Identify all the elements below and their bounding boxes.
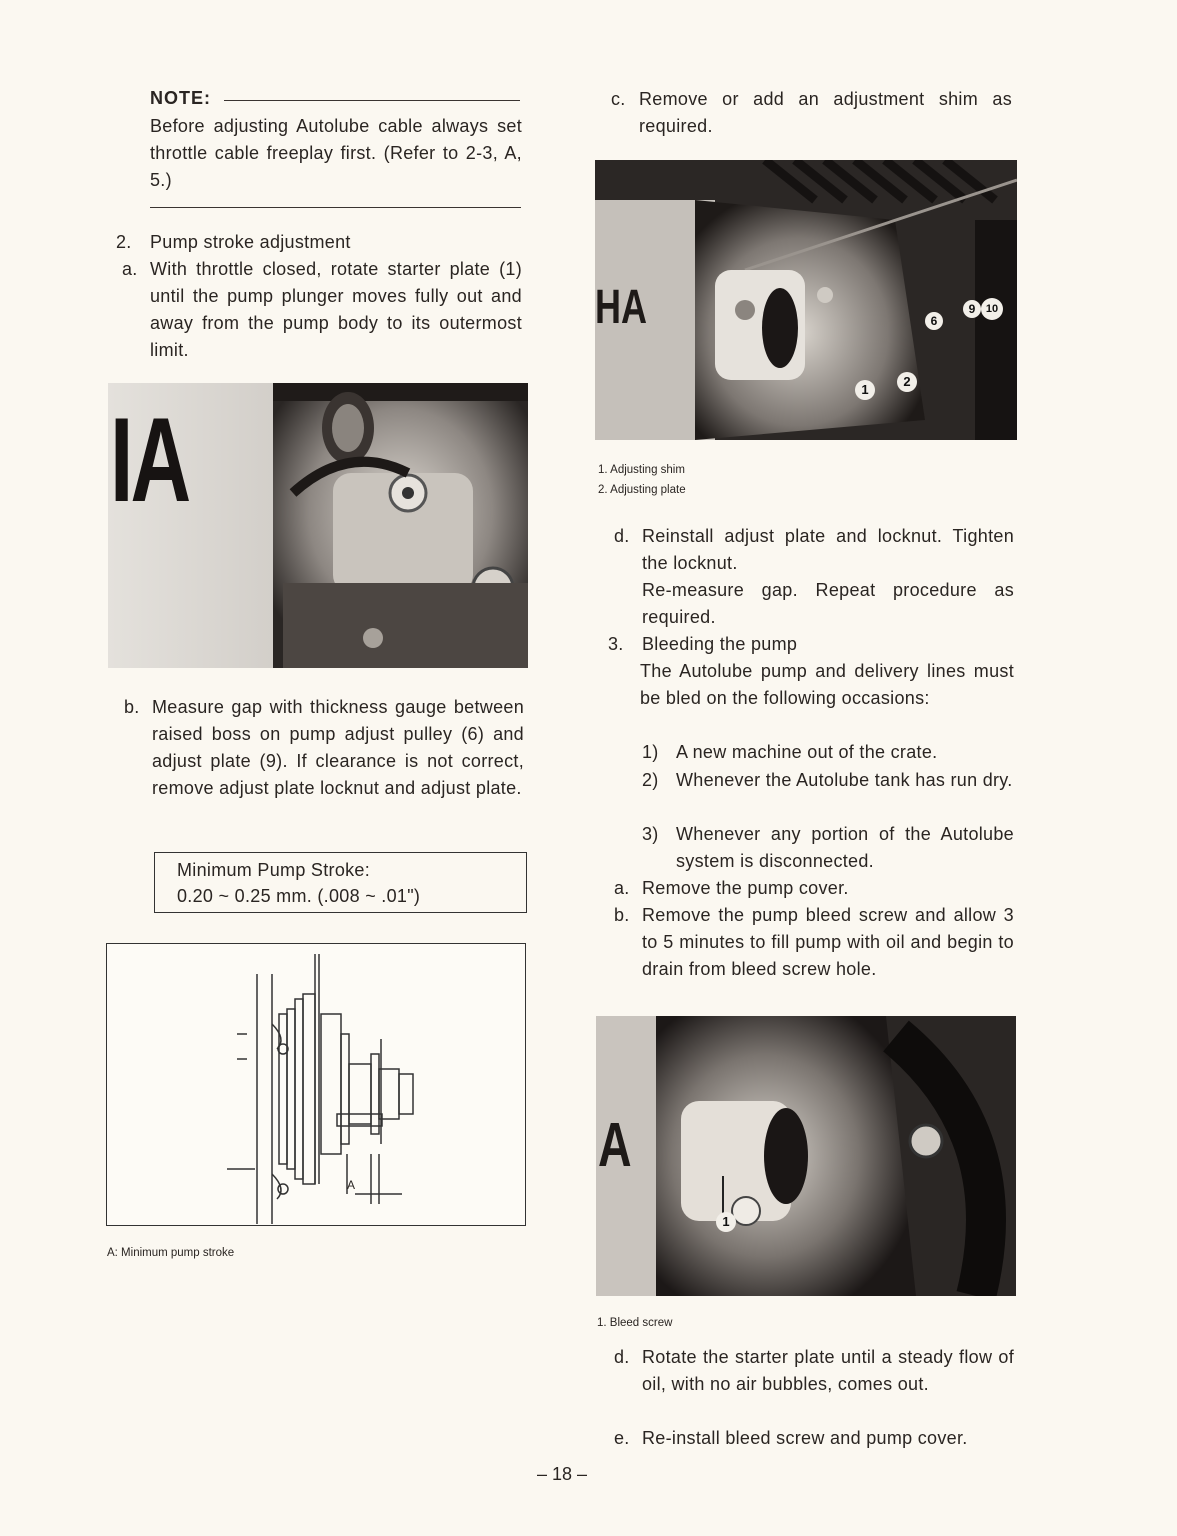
occasion-2-number: 2) (642, 770, 659, 790)
bleed-screw-photo (596, 1016, 1016, 1296)
photo-2-callout-2: 2 (897, 372, 917, 392)
step-3-title: Bleeding the pump (642, 634, 798, 654)
step-b2-letter: b. (614, 905, 630, 925)
occasion-1-text: A new machine out of the crate. (676, 742, 938, 762)
step-2-number: 2. (116, 232, 132, 252)
step-3-number: 3. (608, 634, 624, 654)
photo-2-callout-1: 1 (855, 380, 875, 400)
page-number: – 18 – (537, 1464, 588, 1484)
note-text: Before adjusting Autolube cable always set throttle cable freeplay first. (Refer to 2-3, A, 5.) (150, 116, 522, 190)
note-title-rule (224, 100, 520, 101)
step-e2-letter: e. (614, 1428, 630, 1448)
note-bottom-rule (150, 207, 521, 208)
photo-1-stamp-letters: IA (110, 393, 189, 527)
adjusting-shim-photo-image (595, 160, 1017, 440)
step-d2-letter: d. (614, 1347, 630, 1367)
spec-line-2: 0.20 ~ 0.25 mm. (.008 ~ .01") (177, 886, 421, 906)
step-b-letter: b. (124, 697, 140, 717)
step-b2-text: Remove the pump bleed screw and allow 3 to 5 minutes to fill pump with oil and begin to drain from bleed screw hole. (642, 905, 1014, 979)
step-e2-text: Re-install bleed screw and pump cover. (642, 1428, 968, 1448)
step-b-text: Measure gap with thickness gauge between raised boss on pump adjust pulley (6) and adjust plate (9). If clearance is not correct, remove adjust plate locknut and adjust plate. (152, 697, 524, 798)
step-a2-letter: a. (614, 878, 630, 898)
step-d1-letter: d. (614, 526, 630, 546)
occasion-1-number: 1) (642, 742, 659, 762)
photo-2-callout-6: 6 (925, 312, 943, 330)
step-a-letter: a. (122, 259, 138, 279)
step-3-intro: The Autolube pump and delivery lines must be bled on the following occasions: (640, 661, 1014, 708)
minimum-pump-stroke-spec-box (154, 852, 527, 913)
photo-2-callout-10: 10 (981, 298, 1003, 320)
bleed-screw-photo-image (596, 1016, 1016, 1296)
photo-2-caption-2: 2. Adjusting plate (598, 484, 686, 496)
photo-3-stamp-letters: A (598, 1111, 632, 1180)
pump-stroke-diagram (106, 943, 526, 1226)
step-d1-text-2: Re-measure gap. Repeat procedure as required. (642, 580, 1014, 627)
spec-line-1: Minimum Pump Stroke: (177, 860, 371, 880)
step-a-text: With throttle closed, rotate starter plate (1) until the pump plunger moves fully out and away from the pump body to its outermost limit. (150, 259, 522, 360)
step-c-text: Remove or add an adjustment shim as required. (639, 89, 1012, 136)
step-d1-text: Reinstall adjust plate and locknut. Tighten the locknut. (642, 526, 1014, 573)
photo-2-callout-9: 9 (963, 300, 981, 318)
step-d2-text: Rotate the starter plate until a steady flow of oil, with no air bubbles, comes out. (642, 1347, 1014, 1394)
note-title: NOTE: (150, 88, 211, 108)
occasion-2-text: Whenever the Autolube tank has run dry. (676, 770, 1013, 790)
photo-3-caption: 1. Bleed screw (597, 1317, 673, 1329)
photo-2-stamp-letters: HA (595, 281, 647, 334)
step-2-title: Pump stroke adjustment (150, 232, 351, 252)
step-c-letter: c. (611, 89, 626, 109)
step-a2-text: Remove the pump cover. (642, 878, 849, 898)
diagram-dimension-label: A (347, 1178, 356, 1192)
photo-2-caption-1: 1. Adjusting shim (598, 464, 685, 476)
adjusting-shim-photo (595, 160, 1017, 440)
pump-stroke-diagram-drawing (107, 944, 524, 1224)
photo-3-callout-1: 1 (716, 1212, 736, 1232)
occasion-3-number: 3) (642, 824, 659, 844)
occasion-3-text: Whenever any portion of the Autolube system is disconnected. (676, 824, 1014, 871)
diagram-caption: A: Minimum pump stroke (107, 1247, 235, 1259)
